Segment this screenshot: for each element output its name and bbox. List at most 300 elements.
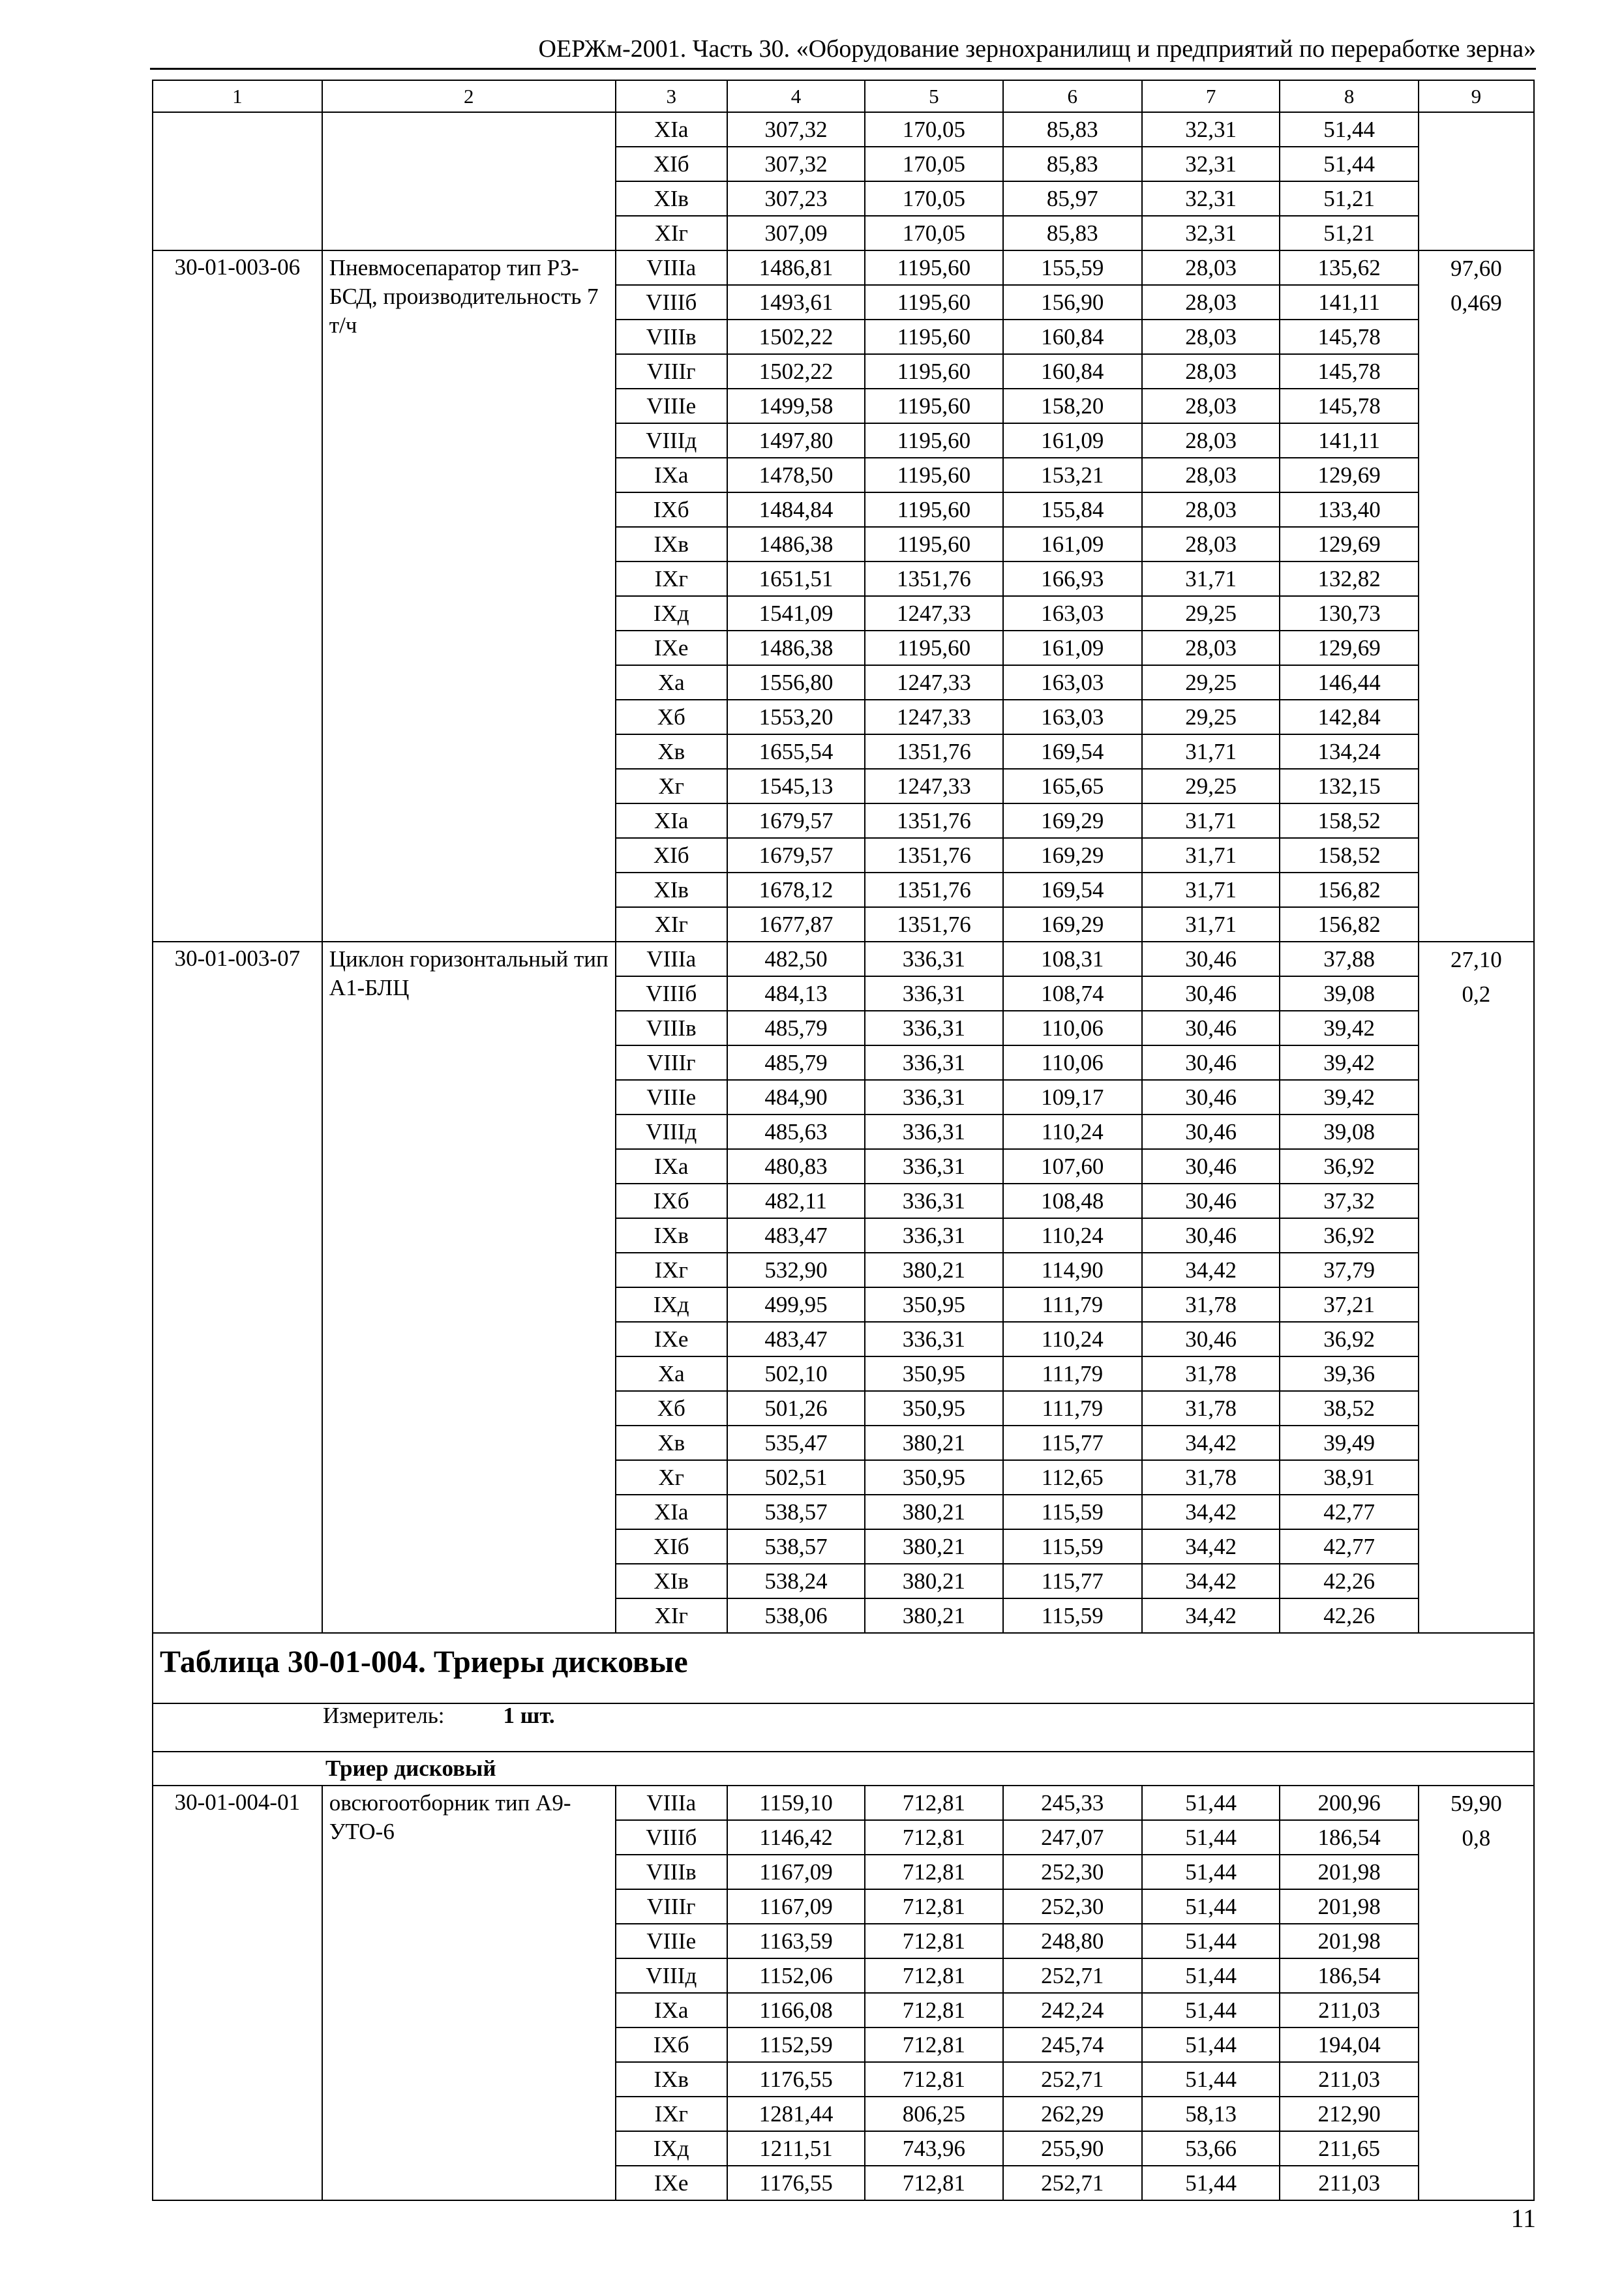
cell-materials: 39,42 [1280,1011,1418,1045]
cell-wages: 336,31 [865,1322,1002,1356]
cell-machines: 169,29 [1003,907,1142,942]
cell-class: Xа [616,1356,727,1391]
cell-driver-wages: 31,71 [1142,907,1280,942]
cell-total: 1281,44 [727,2097,865,2131]
cell-wages: 1195,60 [865,354,1002,389]
cell-class: XIг [616,1598,727,1633]
cell-machines: 115,59 [1003,1495,1142,1529]
cell-wages: 1351,76 [865,907,1002,942]
cell-wages: 712,81 [865,1993,1002,2027]
cell-machines: 111,79 [1003,1391,1142,1426]
cell-wages: 1195,60 [865,527,1002,561]
cell-total: 307,32 [727,147,865,181]
cell-machines: 169,29 [1003,838,1142,873]
cell-class: IXв [616,1218,727,1253]
cell-driver-wages: 29,25 [1142,665,1280,700]
cell-materials: 42,77 [1280,1495,1418,1529]
cell-materials: 211,03 [1280,1993,1418,2027]
cell-materials: 133,40 [1280,492,1418,527]
cell-driver-wages: 30,46 [1142,1080,1280,1115]
cell-machines: 166,93 [1003,561,1142,596]
cell-materials: 145,78 [1280,389,1418,423]
cell-class: IXа [616,458,727,492]
cell-class: VIIIб [616,285,727,320]
cell-total: 1541,09 [727,596,865,631]
cell-materials: 146,44 [1280,665,1418,700]
cell-class: IXд [616,596,727,631]
cell-total: 1176,55 [727,2062,865,2097]
cell-wages: 336,31 [865,1149,1002,1184]
cell-wages: 336,31 [865,1218,1002,1253]
cell-machines: 252,30 [1003,1855,1142,1889]
cell-total: 1211,51 [727,2131,865,2166]
cell-class: IXв [616,2062,727,2097]
cell-wages: 712,81 [865,1924,1002,1958]
cell-class: VIIIд [616,423,727,458]
cell-total: 1502,22 [727,320,865,354]
cell-wages: 1351,76 [865,803,1002,838]
cell-class: IXг [616,561,727,596]
cell-materials: 51,44 [1280,147,1418,181]
cell-driver-wages: 31,78 [1142,1287,1280,1322]
column-number-row [153,80,1534,112]
cell-machines: 161,09 [1003,423,1142,458]
cell-name [322,112,616,250]
cell-extra [1419,942,1534,1633]
cell-materials: 132,82 [1280,561,1418,596]
table-row [153,942,1534,976]
cell-machines: 108,31 [1003,942,1142,976]
column-number: 9 [1419,80,1534,112]
cell-driver-wages: 30,46 [1142,1045,1280,1080]
cell-materials: 201,98 [1280,1855,1418,1889]
cell-driver-wages: 30,46 [1142,1218,1280,1253]
cell-class: VIIIв [616,1855,727,1889]
cell-materials: 51,21 [1280,181,1418,216]
cell-total: 482,11 [727,1184,865,1218]
cell-total: 1493,61 [727,285,865,320]
cell-machines: 115,59 [1003,1529,1142,1564]
cell-wages: 712,81 [865,1786,1002,1820]
cell-total: 1167,09 [727,1855,865,1889]
cell-wages: 336,31 [865,1011,1002,1045]
cell-total: 501,26 [727,1391,865,1426]
cell-machines: 85,83 [1003,216,1142,250]
cell-driver-wages: 30,46 [1142,1011,1280,1045]
cell-class: IXе [616,631,727,665]
cell-class: VIIIг [616,1889,727,1924]
column-number: 2 [322,80,616,112]
cell-machines: 110,24 [1003,1218,1142,1253]
cell-total: 1679,57 [727,803,865,838]
cell-driver-wages: 51,44 [1142,2166,1280,2200]
cell-total: 1152,59 [727,2027,865,2062]
table-row [153,250,1534,285]
cell-materials: 38,52 [1280,1391,1418,1426]
cell-machines: 242,24 [1003,1993,1142,2027]
cell-wages: 1351,76 [865,838,1002,873]
cell-driver-wages: 28,03 [1142,320,1280,354]
cell-class: IXе [616,1322,727,1356]
cell-driver-wages: 28,03 [1142,389,1280,423]
cell-materials: 51,44 [1280,112,1418,147]
cell-machines: 110,24 [1003,1322,1142,1356]
cell-class: Xв [616,1426,727,1460]
cell-class: IXг [616,1253,727,1287]
cell-materials: 129,69 [1280,527,1418,561]
cell-total: 485,79 [727,1011,865,1045]
cell-wages: 350,95 [865,1287,1002,1322]
cell-wages: 1195,60 [865,631,1002,665]
cell-wages: 170,05 [865,147,1002,181]
cell-wages: 1351,76 [865,734,1002,769]
extra-secondary-value: 0,469 [1451,290,1502,316]
cell-machines: 161,09 [1003,527,1142,561]
cell-driver-wages: 34,42 [1142,1598,1280,1633]
cell-driver-wages: 51,44 [1142,1786,1280,1820]
cell-class: IXб [616,492,727,527]
cell-name: Пневмосепаратор тип РЗ-БСД, производительность 7 т/ч [322,250,616,942]
cell-materials: 134,24 [1280,734,1418,769]
cell-materials: 42,26 [1280,1564,1418,1598]
cell-materials: 36,92 [1280,1218,1418,1253]
cell-total: 1556,80 [727,665,865,700]
cell-class: VIIIг [616,1045,727,1080]
cell-driver-wages: 28,03 [1142,631,1280,665]
cell-class: VIIIе [616,1080,727,1115]
cell-class: VIIIе [616,389,727,423]
extra-value: 27,10 [1451,947,1502,972]
cell-total: 480,83 [727,1149,865,1184]
cell-materials: 130,73 [1280,596,1418,631]
cell-materials: 39,42 [1280,1080,1418,1115]
cell-materials: 36,92 [1280,1149,1418,1184]
cell-materials: 211,03 [1280,2166,1418,2200]
cell-machines: 247,07 [1003,1820,1142,1855]
cell-machines: 155,59 [1003,250,1142,285]
cell-driver-wages: 34,42 [1142,1426,1280,1460]
cell-driver-wages: 34,42 [1142,1564,1280,1598]
column-number: 1 [153,80,322,112]
cell-class: IXг [616,2097,727,2131]
unit-label: Измеритель: [323,1703,445,1728]
cell-wages: 350,95 [865,1391,1002,1426]
section-title: Таблица 30-01-004. Триеры дисковые [153,1633,1534,1703]
cell-total: 1486,81 [727,250,865,285]
cell-class: XIб [616,1529,727,1564]
cell-machines: 165,65 [1003,769,1142,803]
subtitle-row [153,1752,1534,1786]
cell-materials: 38,91 [1280,1460,1418,1495]
cell-total: 1679,57 [727,838,865,873]
cell-wages: 380,21 [865,1495,1002,1529]
cell-class: XIб [616,838,727,873]
cell-total: 484,90 [727,1080,865,1115]
unit-cell [153,1703,1534,1752]
cell-wages: 336,31 [865,942,1002,976]
cell-wages: 380,21 [865,1253,1002,1287]
cell-machines: 169,54 [1003,873,1142,907]
cell-code: 30-01-004-01 [153,1786,322,2200]
cell-materials: 141,11 [1280,285,1418,320]
cell-wages: 1195,60 [865,320,1002,354]
column-number: 7 [1142,80,1280,112]
cell-materials: 211,65 [1280,2131,1418,2166]
cell-machines: 112,65 [1003,1460,1142,1495]
cell-class: XIв [616,1564,727,1598]
cell-extra [1419,1786,1534,2200]
cell-class: Xа [616,665,727,700]
cell-machines: 107,60 [1003,1149,1142,1184]
cell-driver-wages: 31,78 [1142,1460,1280,1495]
cell-materials: 145,78 [1280,320,1418,354]
cell-class: XIб [616,147,727,181]
column-number: 8 [1280,80,1418,112]
cell-materials: 36,92 [1280,1322,1418,1356]
cell-wages: 712,81 [865,1958,1002,1993]
cell-materials: 156,82 [1280,907,1418,942]
cell-machines: 114,90 [1003,1253,1142,1287]
cell-class: Xб [616,700,727,734]
cell-wages: 1247,33 [865,769,1002,803]
cell-class: IXд [616,2131,727,2166]
cell-materials: 158,52 [1280,838,1418,873]
cell-materials: 211,03 [1280,2062,1418,2097]
cell-driver-wages: 34,42 [1142,1529,1280,1564]
cell-class: VIIIд [616,1958,727,1993]
cell-machines: 85,83 [1003,112,1142,147]
cell-total: 1167,09 [727,1889,865,1924]
cell-total: 1166,08 [727,1993,865,2027]
cell-total: 538,06 [727,1598,865,1633]
cell-wages: 1247,33 [865,700,1002,734]
extra-secondary-value: 0,8 [1462,1825,1491,1851]
cell-total: 535,47 [727,1426,865,1460]
cell-driver-wages: 28,03 [1142,492,1280,527]
cell-machines: 108,48 [1003,1184,1142,1218]
cell-driver-wages: 29,25 [1142,769,1280,803]
cell-machines: 158,20 [1003,389,1142,423]
cell-total: 1502,22 [727,354,865,389]
cell-wages: 712,81 [865,2166,1002,2200]
section-subtitle: Триер дисковый [153,1752,1534,1786]
cell-wages: 743,96 [865,2131,1002,2166]
column-number: 3 [616,80,727,112]
cell-total: 1152,06 [727,1958,865,1993]
cell-machines: 109,17 [1003,1080,1142,1115]
cell-machines: 252,71 [1003,2166,1142,2200]
cell-materials: 37,79 [1280,1253,1418,1287]
cell-class: XIа [616,1495,727,1529]
cell-materials: 39,36 [1280,1356,1418,1391]
cell-materials: 212,90 [1280,2097,1418,2131]
cell-total: 1677,87 [727,907,865,942]
cell-class: IXд [616,1287,727,1322]
cell-driver-wages: 31,78 [1142,1391,1280,1426]
cell-wages: 350,95 [865,1356,1002,1391]
cell-machines: 245,74 [1003,2027,1142,2062]
cell-total: 1484,84 [727,492,865,527]
cell-machines: 108,74 [1003,976,1142,1011]
cell-machines: 160,84 [1003,320,1142,354]
cell-class: VIIIб [616,976,727,1011]
cell-class: VIIIв [616,320,727,354]
cell-wages: 1195,60 [865,285,1002,320]
cell-wages: 1195,60 [865,389,1002,423]
cell-class: IXа [616,1149,727,1184]
cell-driver-wages: 30,46 [1142,1115,1280,1149]
cell-wages: 712,81 [865,2027,1002,2062]
cell-machines: 248,80 [1003,1924,1142,1958]
cell-wages: 712,81 [865,1889,1002,1924]
cell-materials: 201,98 [1280,1924,1418,1958]
cell-machines: 110,06 [1003,1011,1142,1045]
cell-machines: 255,90 [1003,2131,1142,2166]
cell-total: 1163,59 [727,1924,865,1958]
cell-machines: 163,03 [1003,596,1142,631]
cell-extra [1419,112,1534,250]
cell-wages: 712,81 [865,1855,1002,1889]
cell-materials: 132,15 [1280,769,1418,803]
cell-materials: 156,82 [1280,873,1418,907]
cell-name: овсюгоотборник тип А9-УТО-6 [322,1786,616,2200]
cell-wages: 170,05 [865,112,1002,147]
cell-total: 1146,42 [727,1820,865,1855]
cell-materials: 145,78 [1280,354,1418,389]
cell-total: 1545,13 [727,769,865,803]
cell-driver-wages: 31,71 [1142,873,1280,907]
cell-machines: 163,03 [1003,665,1142,700]
cell-wages: 336,31 [865,1080,1002,1115]
cell-driver-wages: 58,13 [1142,2097,1280,2131]
cell-class: Xг [616,769,727,803]
cell-class: XIг [616,216,727,250]
cell-materials: 158,52 [1280,803,1418,838]
cell-total: 1176,55 [727,2166,865,2200]
cell-class: VIIIе [616,1924,727,1958]
cell-driver-wages: 34,42 [1142,1495,1280,1529]
cell-wages: 380,21 [865,1564,1002,1598]
cell-total: 485,63 [727,1115,865,1149]
cell-machines: 252,30 [1003,1889,1142,1924]
cell-wages: 170,05 [865,216,1002,250]
cell-driver-wages: 51,44 [1142,2062,1280,2097]
cell-total: 307,09 [727,216,865,250]
cell-materials: 194,04 [1280,2027,1418,2062]
cell-wages: 1247,33 [865,665,1002,700]
cell-class: IXа [616,1993,727,2027]
cell-total: 538,57 [727,1529,865,1564]
cell-total: 502,10 [727,1356,865,1391]
cell-class: XIв [616,873,727,907]
cell-total: 482,50 [727,942,865,976]
cell-wages: 336,31 [865,1184,1002,1218]
table-row [153,112,1534,147]
cell-wages: 1351,76 [865,561,1002,596]
cell-class: VIIIб [616,1820,727,1855]
cell-driver-wages: 30,46 [1142,1149,1280,1184]
unit-row [153,1703,1534,1752]
cell-driver-wages: 28,03 [1142,250,1280,285]
cell-code: 30-01-003-07 [153,942,322,1633]
cell-materials: 39,08 [1280,1115,1418,1149]
cell-driver-wages: 51,44 [1142,1958,1280,1993]
cell-driver-wages: 28,03 [1142,458,1280,492]
cell-total: 499,95 [727,1287,865,1322]
cell-wages: 336,31 [865,976,1002,1011]
cell-machines: 85,97 [1003,181,1142,216]
cell-driver-wages: 51,44 [1142,1855,1280,1889]
cell-driver-wages: 32,31 [1142,147,1280,181]
cell-driver-wages: 31,71 [1142,803,1280,838]
cell-class: IXе [616,2166,727,2200]
extra-secondary-value: 0,2 [1462,981,1491,1007]
cell-code [153,112,322,250]
cell-class: XIв [616,181,727,216]
cell-class: IXб [616,2027,727,2062]
cell-total: 483,47 [727,1218,865,1253]
cell-wages: 806,25 [865,2097,1002,2131]
unit-value: 1 шт. [503,1703,555,1728]
cell-total: 532,90 [727,1253,865,1287]
cell-driver-wages: 30,46 [1142,976,1280,1011]
extra-value: 59,90 [1451,1791,1502,1816]
cell-machines: 115,77 [1003,1426,1142,1460]
cell-materials: 142,84 [1280,700,1418,734]
cell-machines: 85,83 [1003,147,1142,181]
cell-machines: 111,79 [1003,1356,1142,1391]
page-number: 11 [1511,2204,1536,2233]
cell-wages: 712,81 [865,2062,1002,2097]
cell-machines: 169,54 [1003,734,1142,769]
cell-wages: 1195,60 [865,423,1002,458]
cell-total: 484,13 [727,976,865,1011]
cell-wages: 350,95 [865,1460,1002,1495]
cell-materials: 42,26 [1280,1598,1418,1633]
cell-class: IXб [616,1184,727,1218]
cell-driver-wages: 29,25 [1142,596,1280,631]
cell-driver-wages: 32,31 [1142,181,1280,216]
cell-driver-wages: 30,46 [1142,1322,1280,1356]
cell-machines: 110,06 [1003,1045,1142,1080]
cell-total: 538,57 [727,1495,865,1529]
cell-materials: 129,69 [1280,631,1418,665]
cell-total: 1651,51 [727,561,865,596]
cell-materials: 39,08 [1280,976,1418,1011]
cell-wages: 1195,60 [865,458,1002,492]
cell-machines: 155,84 [1003,492,1142,527]
cell-wages: 712,81 [865,1820,1002,1855]
cell-total: 1499,58 [727,389,865,423]
cell-wages: 380,21 [865,1426,1002,1460]
cell-total: 1486,38 [727,527,865,561]
table-row [153,1786,1534,1820]
cell-machines: 153,21 [1003,458,1142,492]
cell-driver-wages: 53,66 [1142,2131,1280,2166]
cell-machines: 115,59 [1003,1598,1142,1633]
cell-materials: 37,21 [1280,1287,1418,1322]
cell-wages: 380,21 [865,1529,1002,1564]
cell-driver-wages: 28,03 [1142,285,1280,320]
cell-class: VIIIа [616,250,727,285]
cell-wages: 1351,76 [865,873,1002,907]
cell-wages: 336,31 [865,1045,1002,1080]
cell-driver-wages: 51,44 [1142,1924,1280,1958]
cell-wages: 380,21 [865,1598,1002,1633]
cell-materials: 39,42 [1280,1045,1418,1080]
cell-driver-wages: 28,03 [1142,354,1280,389]
cell-driver-wages: 32,31 [1142,112,1280,147]
